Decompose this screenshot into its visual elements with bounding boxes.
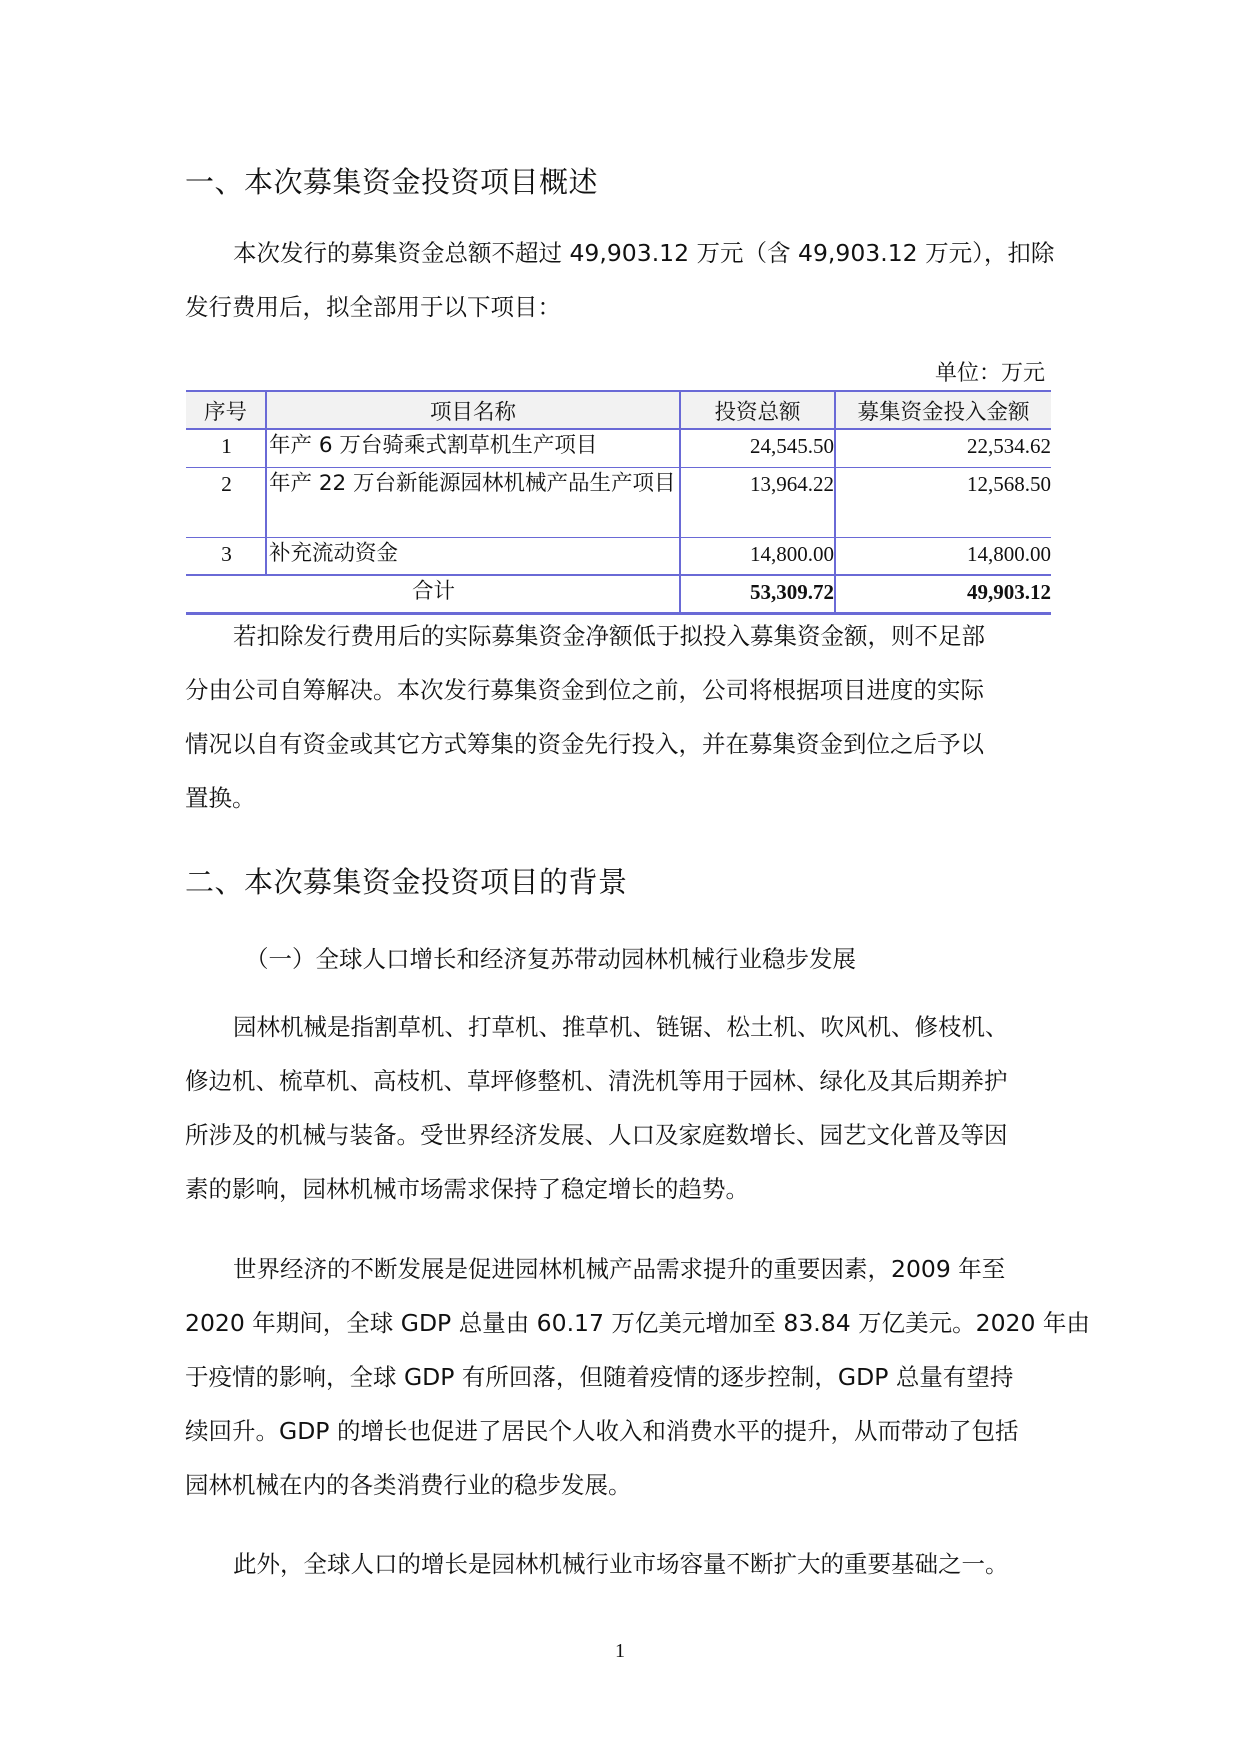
text-line: 2020 年期间，全球 GDP 总量由 60.17 万亿美元增加至 83.84 万亿美元。2020 年由 — [185, 1309, 1090, 1337]
text-line: 所涉及的机械与装备。受世界经济发展、人口及家庭数增长、园艺文化普及等因 — [185, 1121, 1008, 1149]
header-project-name: 项目名称 — [266, 391, 680, 429]
section-1-after-table — [185, 609, 1065, 825]
cell-total: 24,545.50 — [680, 429, 835, 467]
section-2-subheading: （一）全球人口增长和经济复苏带动园林机械行业稳步发展 — [245, 945, 856, 973]
cell-no: 1 — [186, 429, 266, 467]
cell-no: 2 — [186, 467, 266, 537]
section-2-paragraph-1 — [185, 1000, 1065, 1216]
text-line: 本次发行的募集资金总额不超过 49,903.12 万元（含 49,903.12 万元），扣除 — [233, 239, 1055, 267]
cell-project-name: 年产 6 万台骑乘式割草机生产项目 — [266, 429, 680, 467]
section-2-paragraph-3 — [185, 1537, 1065, 1591]
table-row — [186, 537, 1051, 575]
text-line: 若扣除发行费用后的实际募集资金净额低于拟投入募集资金额，则不足部 — [233, 622, 985, 650]
cell-raised: 22,534.62 — [835, 429, 1051, 467]
cell-project-name: 补充流动资金 — [266, 537, 680, 575]
table-total-row — [186, 575, 1051, 614]
cell-project-name: 年产 22 万台新能源园林机械产品生产项目 — [266, 467, 680, 537]
section-1-intro — [185, 226, 1065, 334]
page-number: 1 — [615, 1640, 625, 1662]
text-line: 此外，全球人口的增长是园林机械行业市场容量不断扩大的重要基础之一。 — [233, 1550, 1009, 1578]
header-total-investment: 投资总额 — [680, 391, 835, 429]
section-2-paragraph-2 — [185, 1242, 1090, 1512]
text-line: 情况以自有资金或其它方式筹集的资金先行投入，并在募集资金到位之后予以 — [185, 730, 984, 758]
text-line: 置换。 — [185, 784, 256, 812]
cell-total-raised: 49,903.12 — [835, 575, 1051, 614]
table-row — [186, 467, 1051, 537]
cell-total-investment: 53,309.72 — [680, 575, 835, 614]
cell-total: 13,964.22 — [680, 467, 835, 537]
text-line: 分由公司自筹解决。本次发行募集资金到位之前，公司将根据项目进度的实际 — [185, 676, 984, 704]
header-raised-amount: 募集资金投入金额 — [835, 391, 1051, 429]
cell-no: 3 — [186, 537, 266, 575]
table-header-row — [186, 391, 1051, 429]
section-2-heading: 二、本次募集资金投资项目的背景 — [185, 865, 628, 899]
text-line: 发行费用后，拟全部用于以下项目： — [185, 293, 561, 321]
cell-total: 14,800.00 — [680, 537, 835, 575]
text-line: 园林机械在内的各类消费行业的稳步发展。 — [185, 1471, 632, 1499]
unit-label: 单位：万元 — [934, 361, 1045, 386]
cell-raised: 14,800.00 — [835, 537, 1051, 575]
text-line: 园林机械是指割草机、打草机、推草机、链锯、松土机、吹风机、修枝机、 — [233, 1013, 1009, 1041]
cell-raised: 12,568.50 — [835, 467, 1051, 537]
text-line: 修边机、梳草机、高枝机、草坪修整机、清洗机等用于园林、绿化及其后期养护 — [185, 1067, 1008, 1095]
cell-total-label: 合计 — [186, 575, 680, 614]
text-line: 续回升。GDP 的增长也促进了居民个人收入和消费水平的提升，从而带动了包括 — [185, 1417, 1019, 1445]
section-1-heading: 一、本次募集资金投资项目概述 — [185, 165, 599, 199]
table-row — [186, 429, 1051, 467]
text-line: 世界经济的不断发展是促进园林机械产品需求提升的重要因素，2009 年至 — [233, 1255, 1006, 1283]
header-no: 序号 — [186, 391, 266, 429]
text-line: 于疫情的影响，全球 GDP 有所回落，但随着疫情的逐步控制，GDP 总量有望持 — [185, 1363, 1014, 1391]
investment-table — [186, 390, 1051, 615]
text-line: 素的影响，园林机械市场需求保持了稳定增长的趋势。 — [185, 1175, 749, 1203]
